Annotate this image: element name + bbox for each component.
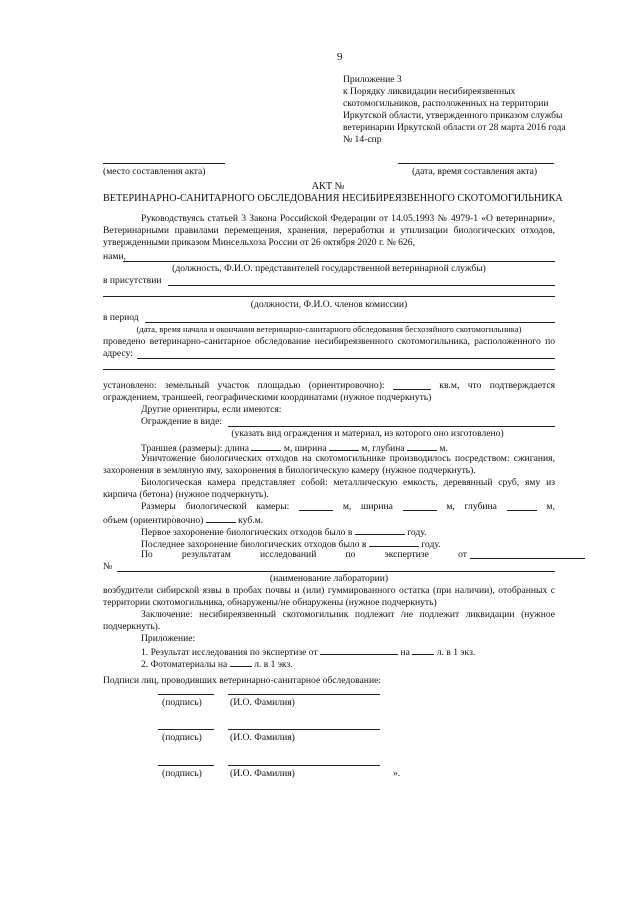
period-caption: (дата, время начала и окончания ветеринарно-санитарного обследования бесхозяйного скотомогильника) <box>136 324 522 334</box>
camera-length-blank[interactable] <box>299 501 333 511</box>
signature-caption: (подпись) <box>162 732 202 743</box>
presence-line-2[interactable] <box>103 296 555 297</box>
first-burial-label: Первое захоронение биологических отходов было в <box>141 527 353 538</box>
trench-length-blank[interactable] <box>251 441 281 451</box>
closing-mark: ». <box>393 768 401 779</box>
fence-line[interactable] <box>228 426 555 427</box>
address-line-2[interactable] <box>103 369 555 370</box>
established-word: площадью <box>257 380 301 391</box>
signature-line[interactable] <box>158 765 214 766</box>
attachment-2-pages-blank[interactable] <box>230 657 252 667</box>
trench-width-blank[interactable] <box>329 441 359 451</box>
established-word: подтверждается <box>489 380 555 391</box>
officials-caption: (должность, Ф.И.О. представителей государственной ветеринарной службы) <box>172 263 486 274</box>
other-landmarks: Другие ориентиры, если имеются: <box>141 404 282 415</box>
place-line[interactable] <box>103 163 225 164</box>
page-number: 9 <box>337 51 343 63</box>
volume-label: объем (ориентировочно) <box>103 515 204 526</box>
signature-line[interactable] <box>158 694 214 695</box>
results-word: экспертизе <box>384 549 429 560</box>
trench-depth-blank[interactable] <box>407 441 437 451</box>
anthrax-line: возбудители сибирской язвы в пробах почвы и (или) гуммированного остатка (при наличии), отобранных с <box>103 585 555 596</box>
established-line <box>103 380 555 391</box>
attachment-label: Приложение: <box>141 633 196 644</box>
volume-unit: куб.м. <box>238 515 264 526</box>
attachment-1-on: на <box>400 647 410 658</box>
results-word: результатам <box>181 549 231 560</box>
date-caption: (дата, время составления акта) <box>412 166 538 177</box>
results-word: от <box>458 549 467 560</box>
destruction-line-2: захоронения в земляную яму, захоронения в биологическую камеру (нужное подчеркнуть). <box>103 465 476 476</box>
signatures-label: Подписи лиц, проводивших ветеринарно-санитарное обследование: <box>103 675 382 686</box>
camera-line: Биологическая камера представляет собой: металлическую емкость, деревянный сруб, яму из <box>141 477 555 488</box>
sizes-line <box>141 501 555 512</box>
established-word: (ориентировочно): <box>308 380 385 391</box>
conducted-line: проведено ветеринарно-санитарное обследование несибиреязвенного скотомогильника, расположенного по <box>103 336 555 347</box>
signature-caption: (подпись) <box>162 697 202 708</box>
address-label: адресу: <box>103 348 133 359</box>
established-word: что <box>467 380 482 391</box>
camera-line-2: кирпича (бетона) (нужное подчеркнуть). <box>103 489 269 500</box>
camera-depth-blank[interactable] <box>507 501 537 511</box>
established-word: земельный <box>164 380 210 391</box>
appendix-line: ветеринарии Иркутской области от 28 марта 2016 года <box>343 122 566 133</box>
appendix-line: Иркутской области, утвержденного приказом службы <box>343 110 563 121</box>
established-word: участок <box>217 380 250 391</box>
trench-depth-label: м, глубина <box>361 443 405 454</box>
date-line[interactable] <box>398 163 554 164</box>
period-label: в период <box>103 312 139 323</box>
signature-caption: (подпись) <box>162 768 202 779</box>
intro-line: Руководствуясь статьей 3 Закона Российской Федерации от 14.05.1993 № 4979-1 «О ветеринарии», <box>141 213 555 224</box>
period-line[interactable] <box>145 322 555 323</box>
established-word: установлено: <box>103 380 157 391</box>
name-line[interactable] <box>228 765 380 766</box>
established-line-2: ограждением, траншеей, географическими координатами (нужное подчеркнуть) <box>103 392 432 403</box>
volume-blank[interactable] <box>206 513 236 523</box>
results-word: По <box>141 549 153 560</box>
attachment-1-label: 1. Результат исследования по экспертизе от <box>141 647 318 658</box>
lab-caption: (наименование лаборатории) <box>269 573 389 584</box>
first-burial-blank[interactable] <box>355 525 405 535</box>
appendix-line: к Порядку ликвидации несибиреязвенных <box>343 86 516 97</box>
sizes-word: ширина <box>361 501 393 512</box>
attachment-item-2 <box>141 657 293 670</box>
last-burial-label: Последнее захоронение биологических отходов было в <box>141 539 367 550</box>
conclusion-line-2: подчеркнуть). <box>103 621 161 632</box>
expertise-date-line[interactable] <box>470 558 585 559</box>
anthrax-line-2: территории скотомогильника, обнаружены/не обнаружены (нужное подчеркнуть) <box>103 597 437 608</box>
last-burial-blank[interactable] <box>369 537 419 547</box>
attachment-2-copies: л. в 1 экз. <box>254 659 293 670</box>
signature-line[interactable] <box>158 729 214 730</box>
results-line <box>141 549 467 560</box>
trench-unit: м. <box>439 443 448 454</box>
lab-line[interactable] <box>117 571 555 572</box>
attachment-1-copies: л. в 1 экз. <box>436 647 476 658</box>
camera-width-blank[interactable] <box>403 501 437 511</box>
name-line[interactable] <box>228 694 380 695</box>
we-label: нами, <box>103 251 126 262</box>
presence-line[interactable] <box>168 285 555 286</box>
attachment-1-date-blank[interactable] <box>320 645 398 655</box>
results-word: исследований <box>260 549 317 560</box>
presence-label: в присутствии <box>103 275 162 286</box>
sizes-word: м, <box>342 501 352 512</box>
name-caption: (И.О. Фамилия) <box>230 768 295 779</box>
sizes-word: Размеры <box>141 501 176 512</box>
area-blank[interactable] <box>393 380 431 390</box>
fence-caption: (указать вид ограждения и материал, из которого оно изготовлено) <box>231 428 504 439</box>
trench-width-label: м, ширина <box>283 443 327 454</box>
place-caption: (место составления акта) <box>103 166 206 177</box>
fence-label: Ограждение в виде: <box>141 416 223 427</box>
act-subtitle: ВЕТЕРИНАРНО-САНИТАРНОГО ОБСЛЕДОВАНИЯ НЕСИБИРЕЯЗВЕННОГО СКОТОМОГИЛЬНИКА <box>103 193 563 204</box>
conclusion-line: Заключение: несибиреязвенный скотомогильник подлежит /не подлежит ликвидации (нужное <box>141 609 555 620</box>
appendix-line: скотомогильников, расположенных на территории <box>343 98 549 109</box>
appendix-line: Приложение 3 <box>343 74 402 85</box>
sizes-word: биологической <box>185 501 247 512</box>
address-line[interactable] <box>137 358 555 359</box>
name-line[interactable] <box>228 729 380 730</box>
appendix-line: № 14-спр <box>343 134 382 145</box>
number-label: № <box>103 561 113 572</box>
intro-line: Ветеринарными правилами перемещения, хранения, переработки и утилизации биологических отходов, <box>103 225 555 236</box>
last-burial-year: году. <box>421 539 441 550</box>
name-caption: (И.О. Фамилия) <box>230 732 295 743</box>
officials-line[interactable] <box>123 261 555 262</box>
name-caption: (И.О. Фамилия) <box>230 697 295 708</box>
sizes-word: м, <box>446 501 455 512</box>
established-word: кв.м, <box>439 380 460 391</box>
commission-caption: (должности, Ф.И.О. членов комиссии) <box>250 299 408 310</box>
act-title: АКТ № <box>311 181 345 192</box>
trench-length-label: Траншея (размеры): длина <box>141 443 250 454</box>
attachment-1-pages-blank[interactable] <box>412 645 434 655</box>
attachment-2-label: 2. Фотоматериалы на <box>141 659 228 670</box>
sizes-word: глубина <box>464 501 497 512</box>
results-word: по <box>345 549 356 560</box>
intro-line: утвержденными приказом Минсельхоза России от 26 октября 2020 г. № 626, <box>103 237 415 248</box>
destruction-line: Уничтожение биологических отходов на скотомогильнике производилось посредством: сжигания, <box>141 453 555 464</box>
sizes-word: м, <box>546 501 555 512</box>
sizes-word: камеры: <box>256 501 290 512</box>
first-burial-year: году. <box>407 527 427 538</box>
